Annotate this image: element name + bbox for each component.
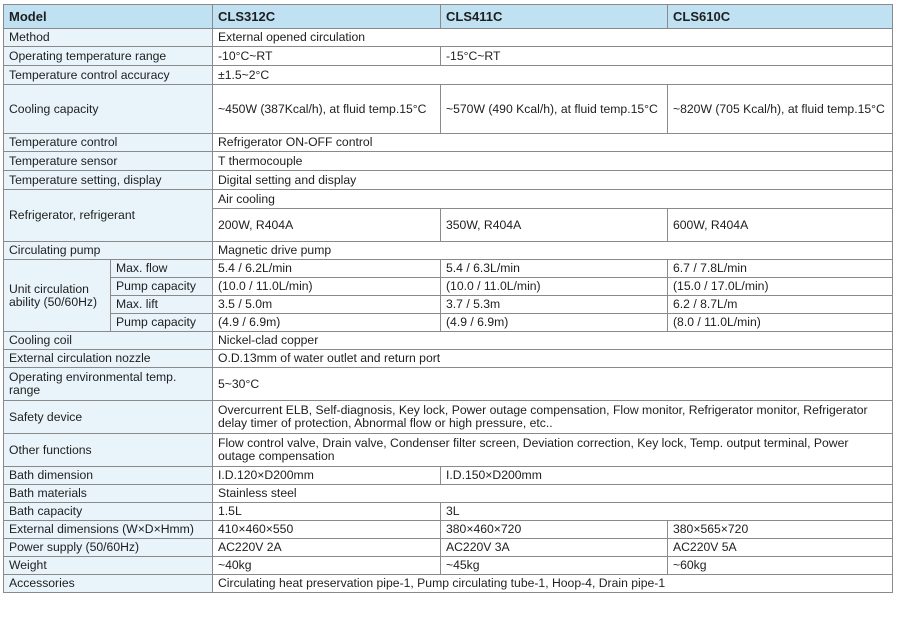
table-row (4, 278, 893, 296)
cell-value: Flow control valve, Drain valve, Condenser filter screen, Deviation correction, Key lock, Temp. output terminal, Power outage compensation (213, 434, 893, 467)
cell-value: 6.7 / 7.8L/min (668, 260, 893, 278)
cell-value: 200W, R404A (213, 209, 441, 242)
table-row (4, 260, 893, 278)
cell-value: 600W, R404A (668, 209, 893, 242)
row-label: Bath capacity (4, 503, 213, 521)
cell-value: ~570W (490 Kcal/h), at fluid temp.15°C (441, 85, 668, 134)
table-row (4, 539, 893, 557)
sub-label: Pump capacity (111, 278, 213, 296)
table-row (4, 190, 893, 209)
cell-value: 3.5 / 5.0m (213, 296, 441, 314)
cell-value: 3L (441, 503, 893, 521)
cell-value: 6.2 / 8.7L/m (668, 296, 893, 314)
row-label: Method (4, 29, 213, 47)
cell-value: External opened circulation (213, 29, 893, 47)
cell-value: (15.0 / 17.0L/min) (668, 278, 893, 296)
cell-value: ~60kg (668, 557, 893, 575)
cell-value: Magnetic drive pump (213, 242, 893, 260)
row-label: Bath dimension (4, 467, 213, 485)
cell-value: ~45kg (441, 557, 668, 575)
cell-value: (10.0 / 11.0L/min) (441, 278, 668, 296)
table-row (4, 85, 893, 134)
cell-value: Digital setting and display (213, 171, 893, 190)
row-label: External dimensions (W×D×Hmm) (4, 521, 213, 539)
table-row (4, 47, 893, 66)
row-label: Operating temperature range (4, 47, 213, 66)
table-row (4, 368, 893, 401)
table-row (4, 152, 893, 171)
table-row (4, 434, 893, 467)
model-cls411c: CLS411C (441, 5, 668, 29)
spec-table (3, 4, 893, 593)
table-row (4, 242, 893, 260)
table-row (4, 66, 893, 85)
row-label: Power supply (50/60Hz) (4, 539, 213, 557)
model-cls312c: CLS312C (213, 5, 441, 29)
table-row (4, 467, 893, 485)
cell-value: ~820W (705 Kcal/h), at fluid temp.15°C (668, 85, 893, 134)
row-label: Operating environmental temp. range (4, 368, 213, 401)
table-row (4, 521, 893, 539)
table-row (4, 401, 893, 434)
cell-value: Refrigerator ON-OFF control (213, 134, 893, 152)
model-header: Model (4, 5, 213, 29)
cell-value: AC220V 2A (213, 539, 441, 557)
cell-value: 1.5L (213, 503, 441, 521)
row-label: Weight (4, 557, 213, 575)
cell-value: (4.9 / 6.9m) (441, 314, 668, 332)
row-label: External circulation nozzle (4, 350, 213, 368)
row-label: Bath materials (4, 485, 213, 503)
cell-value: -10°C~RT (213, 47, 441, 66)
cell-value: -15°C~RT (441, 47, 893, 66)
table-row (4, 314, 893, 332)
cell-value: Circulating heat preservation pipe-1, Pump circulating tube-1, Hoop-4, Drain pipe-1 (213, 575, 893, 593)
table-row (4, 134, 893, 152)
row-label: Temperature setting, display (4, 171, 213, 190)
row-label: Cooling capacity (4, 85, 213, 134)
cell-value: 5~30°C (213, 368, 893, 401)
cell-value: 350W, R404A (441, 209, 668, 242)
cell-value: 410×460×550 (213, 521, 441, 539)
table-row (4, 350, 893, 368)
table-row (4, 171, 893, 190)
cell-value: AC220V 5A (668, 539, 893, 557)
cell-value: 380×460×720 (441, 521, 668, 539)
cell-value: Air cooling (213, 190, 893, 209)
sub-label: Pump capacity (111, 314, 213, 332)
cell-value: 5.4 / 6.2L/min (213, 260, 441, 278)
table-row (4, 575, 893, 593)
cell-value: 3.7 / 5.3m (441, 296, 668, 314)
cell-value: (10.0 / 11.0L/min) (213, 278, 441, 296)
cell-value: (4.9 / 6.9m) (213, 314, 441, 332)
cell-value: 5.4 / 6.3L/min (441, 260, 668, 278)
sub-label: Max. lift (111, 296, 213, 314)
table-row (4, 485, 893, 503)
table-row (4, 296, 893, 314)
cell-value: (8.0 / 11.0L/min) (668, 314, 893, 332)
table-row (4, 557, 893, 575)
cell-value: Nickel-clad copper (213, 332, 893, 350)
header-row (4, 5, 893, 29)
table-row (4, 29, 893, 47)
row-label: Temperature control accuracy (4, 66, 213, 85)
cell-value: I.D.120×D200mm (213, 467, 441, 485)
cell-value: 380×565×720 (668, 521, 893, 539)
cell-value: I.D.150×D200mm (441, 467, 893, 485)
cell-value: ±1.5~2°C (213, 66, 893, 85)
row-label: Unit circulation ability (50/60Hz) (4, 260, 111, 332)
cell-value: ~40kg (213, 557, 441, 575)
cell-value: AC220V 3A (441, 539, 668, 557)
table-row (4, 332, 893, 350)
row-label: Circulating pump (4, 242, 213, 260)
cell-value: O.D.13mm of water outlet and return port (213, 350, 893, 368)
row-label: Temperature control (4, 134, 213, 152)
table-row (4, 503, 893, 521)
cell-value: ~450W (387Kcal/h), at fluid temp.15°C (213, 85, 441, 134)
cell-value: Stainless steel (213, 485, 893, 503)
model-cls610c: CLS610C (668, 5, 893, 29)
row-label: Cooling coil (4, 332, 213, 350)
sub-label: Max. flow (111, 260, 213, 278)
row-label: Other functions (4, 434, 213, 467)
cell-value: T thermocouple (213, 152, 893, 171)
cell-value: Overcurrent ELB, Self-diagnosis, Key lock, Power outage compensation, Flow monitor, Refrigerator monitor, Refrigerator delay timer of protection, Abnormal flow or high pressure, etc.. (213, 401, 893, 434)
row-label: Accessories (4, 575, 213, 593)
row-label: Temperature sensor (4, 152, 213, 171)
row-label: Safety device (4, 401, 213, 434)
row-label: Refrigerator, refrigerant (4, 190, 213, 242)
